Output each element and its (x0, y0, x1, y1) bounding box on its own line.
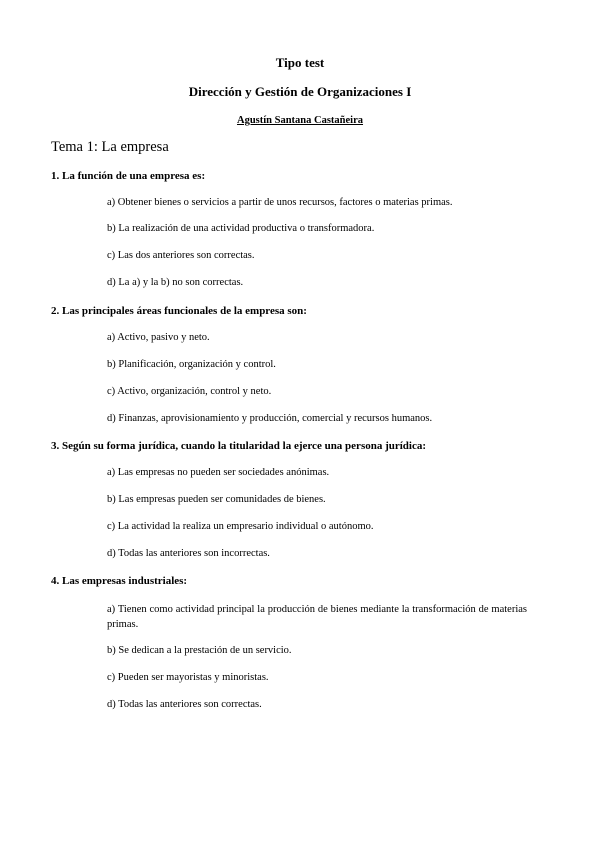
document-title: Tipo test (275, 55, 325, 70)
section-title: Tema 1: La empresa (51, 139, 169, 155)
question-4-option-c: c) Pueden ser mayoristas y minoristas. (107, 672, 269, 683)
question-1-option-b: b) La realización de una actividad productiva o transformadora. (107, 223, 375, 234)
question-2-option-a: a) Activo, pasivo y neto. (107, 332, 210, 343)
question-4-option-a: a) Tienen como actividad principal la producción de bienes mediante la transformación de materias primas. (107, 604, 527, 630)
question-2-option-b: b) Planificación, organización y control. (107, 359, 276, 370)
question-3-option-c: c) La actividad la realiza un empresario individual o autónomo. (107, 521, 374, 532)
document-author: Agustín Santana Castañeira (236, 115, 364, 126)
question-1: 1. La función de una empresa es: (51, 170, 206, 182)
question-2: 2. Las principales áreas funcionales de la empresa son: (51, 305, 307, 317)
question-1-option-d: d) La a) y la b) no son correctas. (107, 277, 244, 288)
question-4: 4. Las empresas industriales: (51, 575, 188, 587)
question-2-option-c: c) Activo, organización, control y neto. (107, 386, 272, 397)
question-1-option-c: c) Las dos anteriores son correctas. (107, 250, 255, 261)
document-subtitle: Dirección y Gestión de Organizaciones I (188, 84, 412, 99)
question-4-option-d: d) Todas las anteriores son correctas. (107, 699, 262, 710)
question-4-option-b: b) Se dedican a la prestación de un servicio. (107, 645, 292, 656)
question-2-option-d: d) Finanzas, aprovisionamiento y producción, comercial y recursos humanos. (107, 413, 433, 424)
question-3-option-a: a) Las empresas no pueden ser sociedades anónimas. (107, 467, 330, 478)
question-1-option-a: a) Obtener bienes o servicios a partir de unos recursos, factores o materias primas. (107, 197, 453, 208)
question-3: 3. Según su forma jurídica, cuando la titularidad la ejerce una persona jurídica: (51, 440, 427, 452)
question-3-option-b: b) Las empresas pueden ser comunidades de bienes. (107, 494, 326, 505)
question-3-option-d: d) Todas las anteriores son incorrectas. (107, 548, 270, 559)
